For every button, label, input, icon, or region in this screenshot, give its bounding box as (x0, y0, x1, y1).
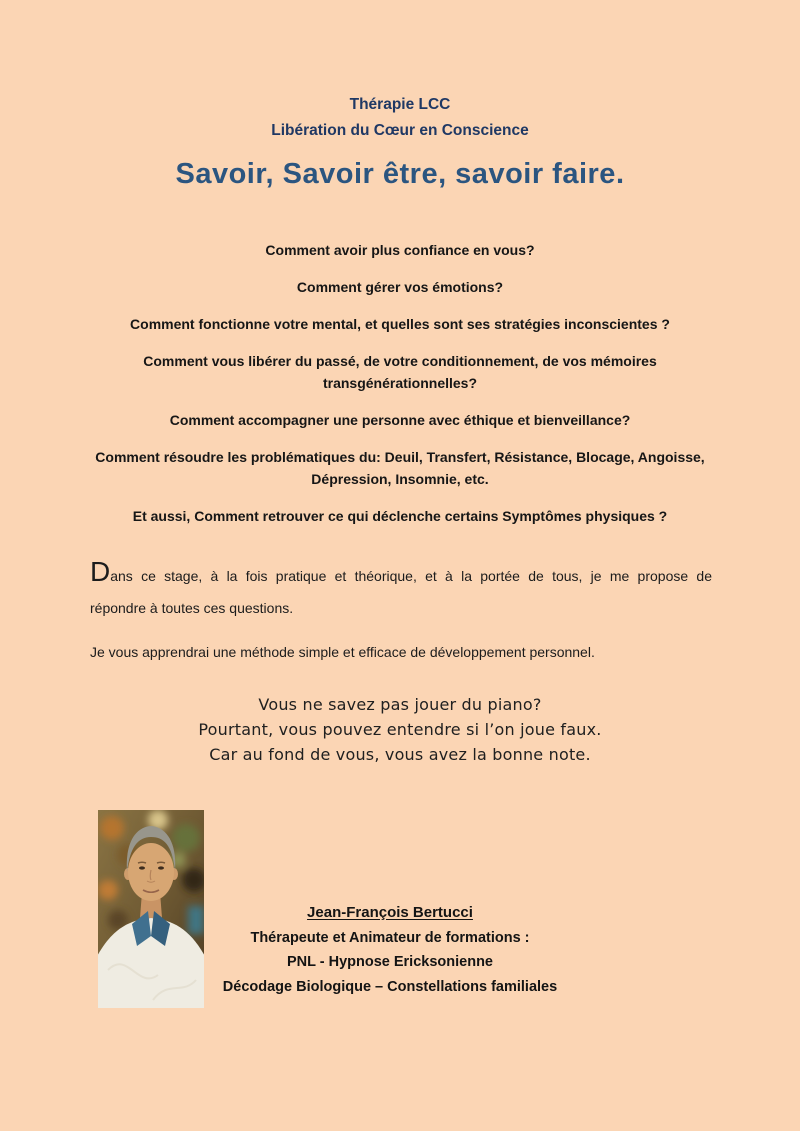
intro-paragraph (90, 556, 712, 624)
quote-line: Vous ne savez pas jouer du piano? (258, 695, 542, 714)
question-line: Comment fonctionne votre mental, et quelles sont ses stratégies inconscientes ? (130, 316, 670, 332)
quote-line: Car au fond de vous, vous avez la bonne note. (209, 745, 591, 764)
question-line: Comment avoir plus confiance en vous? (265, 242, 535, 258)
question (10, 239, 790, 261)
question (10, 276, 790, 298)
question-line: Comment accompagner une personne avec éthique et bienveillance? (169, 412, 631, 428)
header-line-1: Thérapie LCC (349, 96, 451, 113)
dropcap-letter: D (90, 556, 111, 587)
question (10, 409, 790, 431)
question-line: Dépression, Insomnie, etc. (311, 471, 489, 487)
presenter-name: Jean-François Bertucci (307, 904, 473, 921)
intro-line-1-text: ans ce stage, à la fois pratique et théorique, et à la portée de tous, je me propose de (110, 568, 712, 584)
question (10, 505, 790, 527)
header-line-2: Libération du Cœur en Conscience (271, 122, 529, 139)
question-line: Comment vous libérer du passé, de votre conditionnement, de vos mémoires (143, 353, 657, 369)
question-line: transgénérationnelles? (322, 375, 478, 391)
method-paragraph: Je vous apprendrai une méthode simple et efficace de développement personnel. (90, 644, 595, 660)
question-line: Et aussi, Comment retrouver ce qui déclenche certains Symptômes physiques ? (132, 508, 668, 524)
intro-line-2: répondre à toutes ces questions. (90, 600, 294, 616)
presenter-specialty-1: PNL - Hypnose Ericksonienne (286, 954, 493, 970)
questions-list (10, 239, 790, 542)
question (10, 350, 790, 394)
main-title: Savoir, Savoir être, savoir faire. (175, 158, 625, 190)
intro-line-1 (90, 556, 712, 592)
question (10, 313, 790, 335)
document-header (0, 92, 800, 144)
piano-quote (0, 692, 800, 767)
question (10, 446, 790, 490)
presenter-role: Thérapeute et Animateur de formations : (250, 929, 530, 946)
question-line: Comment gérer vos émotions? (296, 279, 504, 295)
quote-line: Pourtant, vous pouvez entendre si l’on joue faux. (198, 720, 602, 739)
question-line: Comment résoudre les problématiques du: Deuil, Transfert, Résistance, Blocage, Angoisse, (95, 449, 705, 465)
presenter-specialty-2: Décodage Biologique – Constellations familiales (222, 978, 558, 995)
presenter-block (160, 901, 620, 999)
